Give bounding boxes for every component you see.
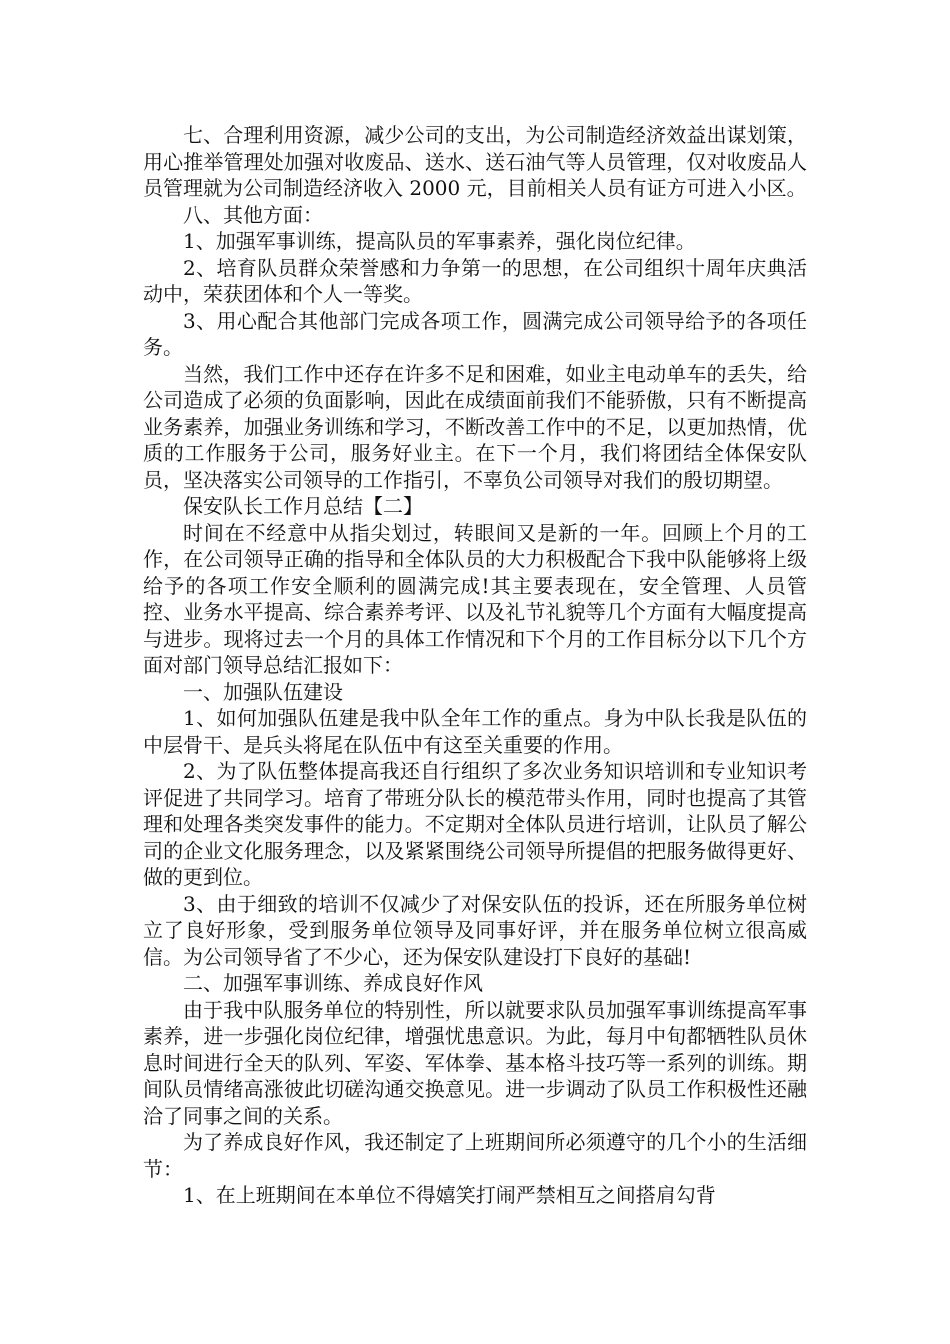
heading-other-aspects: 八、其他方面： [183, 202, 323, 227]
paragraph-team-building-1: 1、如何加强队伍建是我中队全年工作的重点。身为中队长我是队伍的中层骨干、是兵头将尾在队伍中有这至关重要的作用。 [143, 706, 807, 757]
heading-military-style: 二、加强军事训练、养成良好作风 [183, 971, 483, 995]
section-title-summary-two: 保安队长工作月总结【二】 [183, 494, 423, 518]
heading-team-building: 一、加强队伍建设 [183, 679, 343, 704]
paragraph-resource-use: 七、合理利用资源，减少公司的支出，为公司制造经济效益出谋划策，用心推举管理处加强对收废品、送水、送石油气等人员管理，仅对收废品人员管理就为公司制造经济收入 2000 元，目前相关人员有证方可进入小区。 [143, 123, 807, 200]
paragraph-good-habits: 为了养成良好作风，我还制定了上班期间所必须遵守的几个小的生活细节： [143, 1130, 807, 1181]
document-body [143, 122, 807, 1209]
paragraph-cooperation: 3、用心配合其他部门完成各项工作，圆满完成公司领导给予的各项任务。 [143, 308, 807, 359]
paragraph-review: 时间在不经意中从指尖划过，转眼间又是新的一年。回顾上个月的工作，在公司领导正确的指导和全体队员的大力积极配合下我中队能够将上级给予的各项工作安全顺利的圆满完成!其主要表现在，安全管理、人员管控、业务水平提高、综合素养考评、以及礼节礼貌等几个方面有大幅度提高与进步。现将过去一个月的具体工作情况和下个月的工作目标分以下几个方面对部门领导总结汇报如下： [143, 520, 807, 677]
paragraph-military-style: 由于我中队服务单位的特别性，所以就要求队员加强军事训练提高军事素养，进一步强化岗位纪律，增强忧患意识。为此，每月中旬都牺牲队员休息时间进行全天的队列、军姿、军体拳、基本格斗技巧等一系列的训练。期间队员情绪高涨彼此切磋沟通交换意见。进一步调动了队员工作积极性还融洽了同事之间的关系。 [143, 997, 807, 1128]
paragraph-team-building-2: 2、为了队伍整体提高我还自行组织了多次业务知识培训和专业知识考评促进了共同学习。培育了带班分队长的模范带头作用，同时也提高了其管理和处理各类突发事件的能力。不定期对全体队员进行培训，让队员了解公司的企业文化服务理念，以及紧紧围绕公司领导所提倡的把服务做得更好、做的更到位。 [143, 759, 807, 889]
paragraph-honor: 2、培育队员群众荣誉感和力争第一的思想，在公司组织十周年庆典活动中，荣获团体和个人一等奖。 [143, 255, 807, 306]
paragraph-shortcomings: 当然，我们工作中还存在许多不足和困难，如业主电动单车的丢失，给公司造成了必须的负面影响，因此在成绩面前我们不能骄傲，只有不断提高业务素养，加强业务训练和学习，不断改善工作中的不足，以更加热情，优质的工作服务于公司，服务好业主。在下一个月，我们将团结全体保安队员，坚决落实公司领导的工作指引，不辜负公司领导对我们的殷切期望。 [143, 361, 807, 492]
paragraph-rule-1: 1、在上班期间在本单位不得嬉笑打闹严禁相互之间搭肩勾背 [183, 1183, 716, 1207]
paragraph-military-training: 1、加强军事训练，提高队员的军事素养，强化岗位纪律。 [183, 229, 696, 253]
paragraph-team-building-3: 3、由于细致的培训不仅减少了对保安队伍的投诉，还在所服务单位树立了良好形象，受到服务单位领导及同事好评，并在服务单位树立很高威信。为公司领导省了不少心，还为保安队建设打下良好的基础! [143, 891, 807, 969]
